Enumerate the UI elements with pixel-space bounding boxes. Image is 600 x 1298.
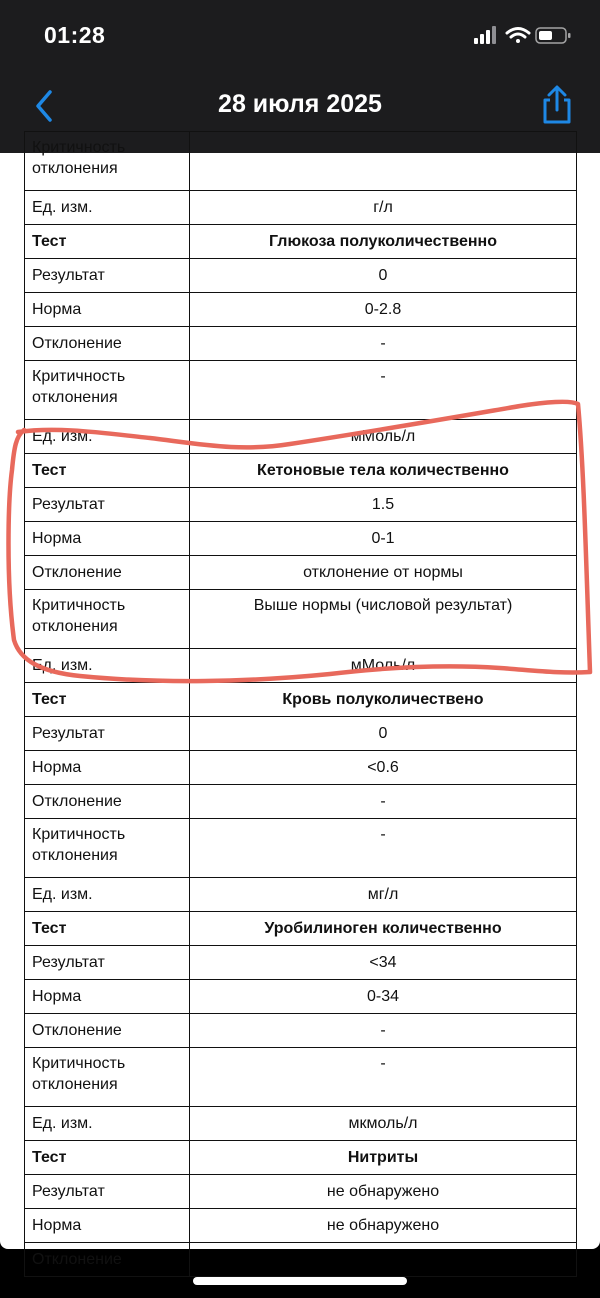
row-label: Отклонение xyxy=(25,1243,190,1277)
test-header-row xyxy=(25,1141,577,1175)
table-row xyxy=(25,191,577,225)
row-value: - xyxy=(190,785,577,819)
row-value: отклонение от нормы xyxy=(190,556,577,590)
table-row xyxy=(25,259,577,293)
battery-icon xyxy=(536,28,571,43)
status-time: 01:28 xyxy=(44,22,106,48)
row-value: Нитриты xyxy=(190,1141,577,1175)
table-row xyxy=(25,556,577,590)
status-icons xyxy=(474,25,574,47)
row-value: не обнаружено xyxy=(190,1175,577,1209)
row-label: Критичность отклонения xyxy=(25,590,190,649)
row-value xyxy=(190,132,577,191)
row-label: Отклонение xyxy=(25,327,190,361)
row-value: Кровь полуколичествено xyxy=(190,683,577,717)
row-value: 1.5 xyxy=(190,488,577,522)
row-value: мМоль/л xyxy=(190,649,577,683)
table-row xyxy=(25,590,577,649)
row-value: 0 xyxy=(190,259,577,293)
row-label: Результат xyxy=(25,259,190,293)
row-label: Критичность отклонения xyxy=(25,1048,190,1107)
row-value: 0-34 xyxy=(190,980,577,1014)
test-header-row xyxy=(25,683,577,717)
row-value: Уробилиноген количественно xyxy=(190,912,577,946)
row-value: Кетоновые тела количественно xyxy=(190,454,577,488)
row-value: мкмоль/л xyxy=(190,1107,577,1141)
row-value: - xyxy=(190,1048,577,1107)
table-row xyxy=(25,327,577,361)
row-label: Тест xyxy=(25,225,190,259)
row-label: Норма xyxy=(25,522,190,556)
row-value: 0-2.8 xyxy=(190,293,577,327)
row-value: - xyxy=(190,361,577,420)
test-header-row xyxy=(25,454,577,488)
row-label: Норма xyxy=(25,980,190,1014)
row-value: <34 xyxy=(190,946,577,980)
row-value: - xyxy=(190,819,577,878)
row-label: Норма xyxy=(25,751,190,785)
table-row xyxy=(25,785,577,819)
table-row xyxy=(25,522,577,556)
row-label: Тест xyxy=(25,912,190,946)
test-header-row xyxy=(25,912,577,946)
row-value: не обнаружено xyxy=(190,1209,577,1243)
row-value: 0 xyxy=(190,717,577,751)
row-label: Ед. изм. xyxy=(25,1107,190,1141)
row-label: Ед. изм. xyxy=(25,420,190,454)
page-title: 28 июля 2025 xyxy=(218,90,382,118)
row-label: Норма xyxy=(25,293,190,327)
table-row xyxy=(25,1243,577,1277)
row-label: Норма xyxy=(25,1209,190,1243)
table-row xyxy=(25,1048,577,1107)
row-label: Отклонение xyxy=(25,1014,190,1048)
row-value: 0-1 xyxy=(190,522,577,556)
row-label: Результат xyxy=(25,717,190,751)
row-value: - xyxy=(190,1014,577,1048)
cellular-signal-icon xyxy=(474,26,496,44)
row-value: мг/л xyxy=(190,878,577,912)
row-label: Ед. изм. xyxy=(25,191,190,225)
table-row xyxy=(25,293,577,327)
table-row xyxy=(25,751,577,785)
home-indicator[interactable] xyxy=(193,1277,407,1285)
table-row xyxy=(25,717,577,751)
table-row xyxy=(25,1107,577,1141)
share-icon[interactable] xyxy=(540,84,574,126)
row-label: Результат xyxy=(25,946,190,980)
wifi-icon xyxy=(507,29,529,44)
row-label: Ед. изм. xyxy=(25,649,190,683)
row-label: Критичность отклонения xyxy=(25,819,190,878)
row-label: Отклонение xyxy=(25,556,190,590)
row-value: г/л xyxy=(190,191,577,225)
status-bar xyxy=(0,0,600,70)
table-row xyxy=(25,1014,577,1048)
row-label: Отклонение xyxy=(25,785,190,819)
test-header-row xyxy=(25,225,577,259)
table-row xyxy=(25,980,577,1014)
table-row xyxy=(25,649,577,683)
row-value: мМоль/л xyxy=(190,420,577,454)
row-label: Тест xyxy=(25,1141,190,1175)
row-value: - xyxy=(190,327,577,361)
table-row xyxy=(25,878,577,912)
table-row xyxy=(25,946,577,980)
row-label: Критичность отклонения xyxy=(25,361,190,420)
row-label: Тест xyxy=(25,683,190,717)
table-row xyxy=(25,819,577,878)
row-value: <0.6 xyxy=(190,751,577,785)
row-label: Критичность отклонения xyxy=(25,132,190,191)
row-label: Ед. изм. xyxy=(25,878,190,912)
row-label: Тест xyxy=(25,454,190,488)
table-row xyxy=(25,488,577,522)
row-value: Глюкоза полуколичественно xyxy=(190,225,577,259)
document-view[interactable] xyxy=(0,139,600,1268)
table-row xyxy=(25,420,577,454)
row-label: Результат xyxy=(25,488,190,522)
table-row xyxy=(25,1209,577,1243)
row-label: Результат xyxy=(25,1175,190,1209)
table-row xyxy=(25,1175,577,1209)
table-row xyxy=(25,132,577,191)
row-value xyxy=(190,1243,577,1277)
results-table xyxy=(24,131,577,1277)
row-value: Выше нормы (числовой результат) xyxy=(190,590,577,649)
table-row xyxy=(25,361,577,420)
